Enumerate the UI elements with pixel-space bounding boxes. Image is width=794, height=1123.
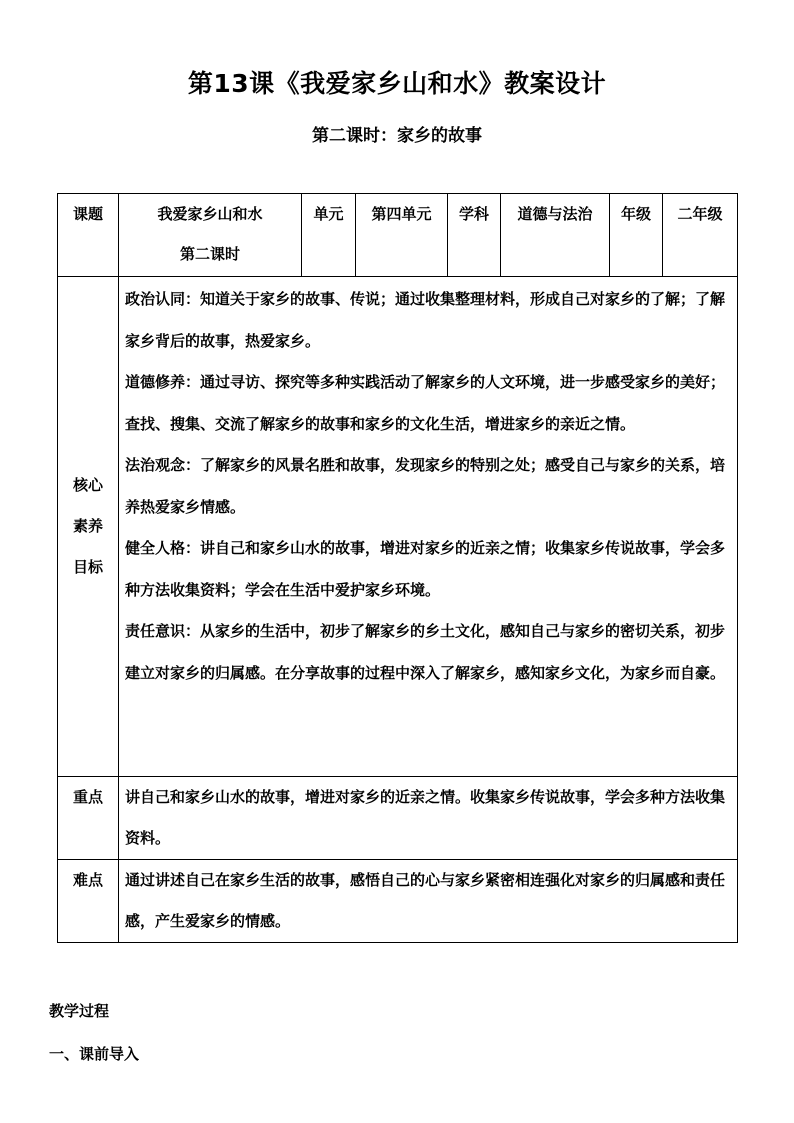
core-goal-moral: 道德修养：通过寻访、探究等多种实践活动了解家乡的人文环境，进一步感受家乡的美好；查找、搜集、交流了解家乡的故事和家乡的文化生活，增进家乡的亲近之情。 [125,373,726,433]
key-point-label: 重点 [58,777,119,860]
difficulty-label: 难点 [58,860,119,943]
header-row [58,194,738,277]
core-goals-label [58,277,119,777]
lesson-plan-table [57,193,738,943]
core-goals-row [58,277,738,777]
topic-value [119,194,302,277]
key-point-content: 讲自己和家乡山水的故事，增进对家乡的近亲之情。收集家乡传说故事，学会多种方法收集资料。 [119,777,738,860]
teaching-process-heading: 教学过程 [49,1002,110,1020]
topic-line-2: 第二课时 [179,245,240,263]
difficulty-content: 通过讲述自己在家乡生活的故事，感悟自己的心与家乡紧密相连强化对家乡的归属感和责任感，产生爱家乡的情感。 [119,860,738,943]
core-label-line-3: 目标 [72,558,103,576]
difficulty-row [58,860,738,943]
core-goal-responsibility: 责任意识：从家乡的生活中，初步了解家乡的乡土文化，感知自己与家乡的密切关系，初步建立对家乡的归属感。在分享故事的过程中深入了解家乡，感知家乡文化，为家乡而自豪。 [125,622,726,682]
core-goal-law: 法治观念：了解家乡的风景名胜和故事，发现家乡的特别之处；感受自己与家乡的关系，培养热爱家乡情感。 [125,456,726,516]
key-point-row [58,777,738,860]
grade-value: 二年级 [663,194,738,277]
document-subtitle: 第二课时：家乡的故事 [312,126,482,146]
topic-label: 课题 [58,194,119,277]
core-goal-political: 政治认同：知道关于家乡的故事、传说；通过收集整理材料，形成自己对家乡的了解；了解家乡背后的故事，热爱家乡。 [125,290,726,350]
unit-value: 第四单元 [356,194,448,277]
topic-line-1: 我爱家乡山和水 [157,205,263,223]
core-goals-content [119,277,738,777]
unit-label: 单元 [302,194,356,277]
subject-label: 学科 [448,194,501,277]
document-title: 第13课《我爱家乡山和水》教案设计 [187,69,607,98]
core-goal-personality: 健全人格：讲自己和家乡山水的故事，增进对家乡的近亲之情；收集家乡传说故事，学会多种方法收集资料；学会在生活中爱护家乡环境。 [125,539,726,599]
grade-label: 年级 [610,194,663,277]
core-label-line-2: 素养 [72,517,103,535]
pre-class-intro-heading: 一、课前导入 [49,1045,140,1063]
core-label-line-1: 核心 [72,476,103,494]
subject-value: 道德与法治 [501,194,610,277]
